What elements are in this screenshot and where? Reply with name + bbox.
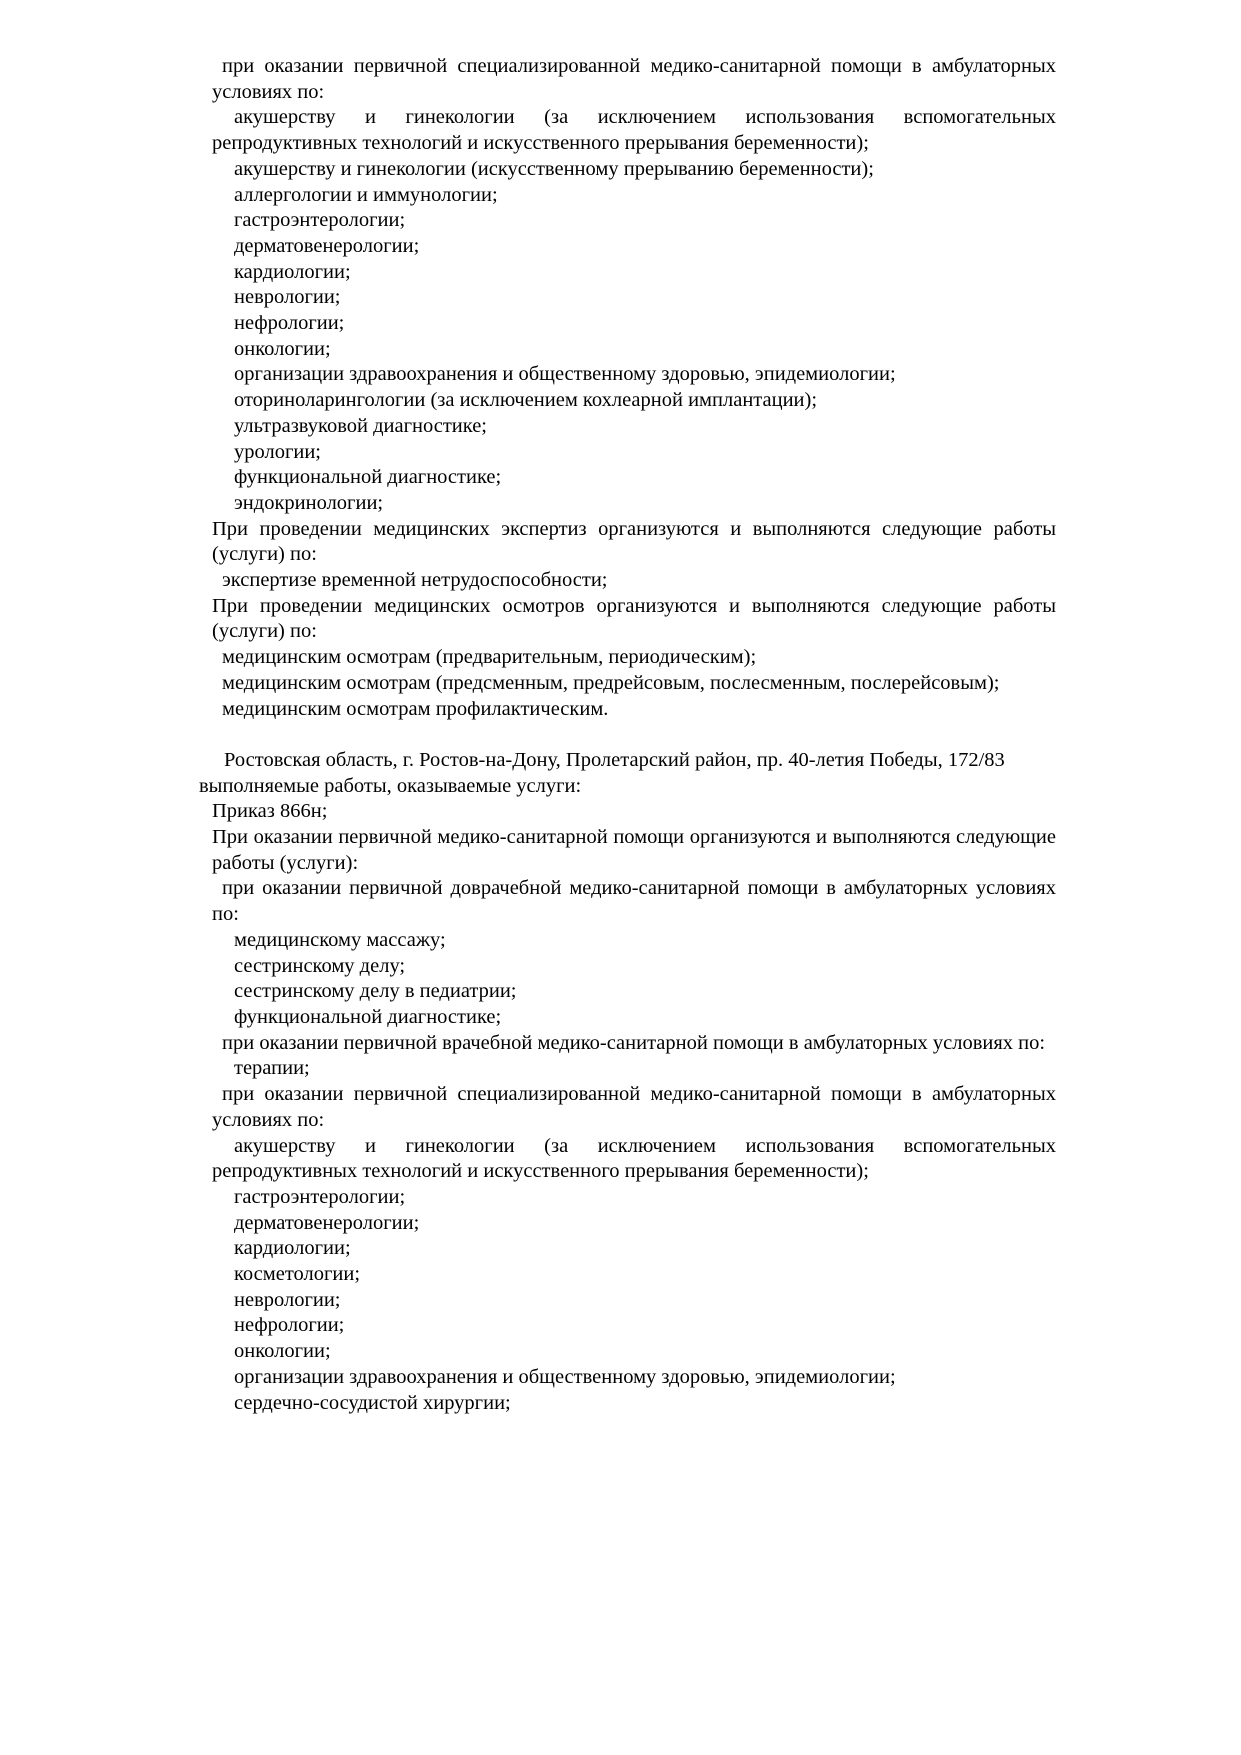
document-paragraph: при оказании первичной доврачебной медико-санитарной помощи в амбулаторных условиях по: [212,877,1056,926]
document-paragraph: акушерству и гинекологии (искусственному прерыванию беременности); [234,157,874,180]
document-paragraph: При проведении медицинских экспертиз организуются и выполняются следующие работы (услуги) по: [212,517,1056,566]
document-paragraph: дерматовенерологии; [234,1211,420,1234]
document-paragraph: терапии; [234,1057,310,1080]
document-paragraph: гастроэнтерологии; [234,209,406,232]
document-paragraph: кардиологии; [234,1237,351,1260]
document-paragraph: при оказании первичной врачебной медико-санитарной помощи в амбулаторных условиях по: [222,1031,1046,1054]
document-paragraph: акушерству и гинекологии (за исключением использования вспомогательных репродуктивных технологий и искусственного прерывания беременности); [212,1134,1056,1183]
document-paragraph: неврологии; [234,286,341,309]
document-paragraph: медицинским осмотрам (предварительным, периодическим); [222,646,757,669]
document-paragraph: оториноларингологии (за исключением кохлеарной имплантации); [234,389,818,412]
document-paragraph: медицинским осмотрам профилактическим. [222,697,609,720]
document-paragraph: при оказании первичной специализированной медико-санитарной помощи в амбулаторных условиях по: [212,1083,1056,1131]
document-paragraph: онкологии; [234,337,331,360]
document-paragraph: при оказании первичной специализированной медико-санитарной помощи в амбулаторных условиях по: [212,55,1056,103]
document-paragraph: организации здравоохранения и общественному здоровью, эпидемиологии; [234,1365,896,1388]
document-paragraph: При оказании первичной медико-санитарной помощи организуются и выполняются следующие работы (услуги): [212,826,1056,874]
document-paragraph: дерматовенерологии; [234,234,420,257]
document-paragraph: аллергологии и иммунологии; [234,183,498,206]
document-paragraph: косметологии; [234,1263,361,1286]
document-paragraph: нефрологии; [234,312,345,335]
document-paragraph: медицинскому массажу; [234,928,446,951]
document-paragraph: организации здравоохранения и общественному здоровью, эпидемиологии; [234,363,896,386]
document-paragraph: неврологии; [234,1288,341,1311]
document-paragraph: акушерству и гинекологии (за исключением использования вспомогательных репродуктивных технологий и искусственного прерывания беременности); [212,106,1056,155]
document-paragraph: онкологии; [234,1340,331,1363]
document-paragraph: Приказ 866н; [212,800,328,823]
document-paragraph: выполняемые работы, оказываемые услуги: [199,774,582,797]
document-paragraph: кардиологии; [234,260,351,283]
document-paragraph: сердечно-сосудистой хирургии; [234,1391,511,1414]
document-paragraph: сестринскому делу; [234,954,406,977]
document-paragraph: экспертизе временной нетрудоспособности; [222,569,608,592]
document-paragraph: урологии; [234,440,322,463]
document-paragraph: ультразвуковой диагностике; [234,414,487,437]
document-paragraph: эндокринологии; [234,491,384,514]
document-paragraph: функциональной диагностике; [234,1006,502,1028]
document-paragraph: гастроэнтерологии; [234,1185,406,1208]
document-paragraph: При проведении медицинских осмотров организуются и выполняются следующие работы (услуги) по: [212,594,1056,643]
document-paragraph: медицинским осмотрам (предсменным, предрейсовым, послесменным, послерейсовым); [222,671,1000,694]
document-paragraph: сестринскому делу в педиатрии; [234,980,517,1003]
document-page [199,54,1056,1416]
document-paragraph: функциональной диагностике; [234,466,502,489]
address-paragraph: Ростовская область, г. Ростов-на-Дону, Пролетарский район, пр. 40-летия Победы, 172/83 [224,748,1005,771]
document-paragraph: нефрологии; [234,1314,345,1337]
blank-line [199,722,1056,748]
